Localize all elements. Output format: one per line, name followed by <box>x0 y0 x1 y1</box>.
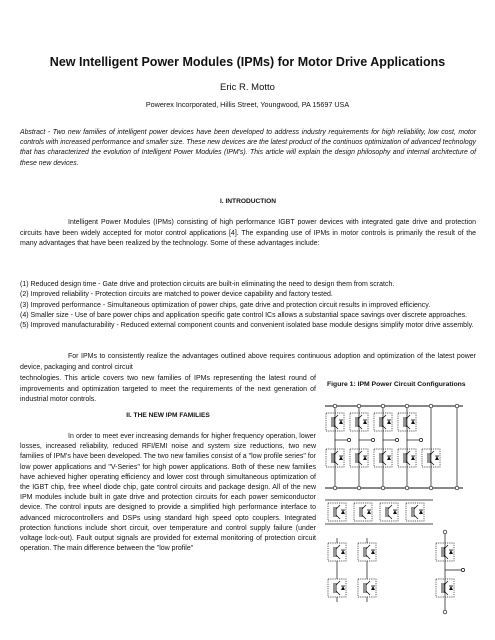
igbt-emitter <box>366 591 370 595</box>
output-terminal <box>395 438 398 441</box>
igbt-collector <box>388 505 392 509</box>
igbt-collector <box>336 505 340 509</box>
terminal <box>405 404 409 408</box>
advantages-list <box>20 280 476 331</box>
diode-symbol <box>339 420 343 424</box>
list-item: (4) Smaller size - Use of bare power chips and application specific gate control ICs allows a substantial space savings over discrete approaches. <box>20 311 468 319</box>
diode-symbol <box>363 420 367 424</box>
output-terminal <box>371 438 374 441</box>
terminal <box>381 486 385 490</box>
output-terminal <box>419 438 422 441</box>
abstract: Abstract - Two new families of intelligent power devices have been developed to address industry requirements for high reliability, low cost, motor controls with increased performance and smaller size. These new devices are the latest product of the continuos optimization of advanced technology that has characterized the evolution of Intelligent Power Modules (IPM's). This article will explain the design philosophy and internal architecture of these new devices. <box>20 129 476 167</box>
igbt-emitter <box>336 591 340 595</box>
output-terminal <box>461 568 464 571</box>
output-terminal <box>347 438 350 441</box>
igbt-collector <box>334 451 338 455</box>
diode-symbol <box>371 550 375 554</box>
igbt-collector <box>358 451 362 455</box>
igbt-collector <box>406 415 410 419</box>
terminal <box>405 486 409 490</box>
igbt-collector <box>414 505 418 509</box>
terminal <box>455 486 459 490</box>
figure-caption: Figure 1: IPM Power Circuit Configurations <box>327 381 466 388</box>
igbt-collector <box>406 451 410 455</box>
igbt-collector <box>358 415 362 419</box>
igbt-emitter <box>382 425 386 429</box>
consistency-paragraph-bottom: technologies. This article covers two new families of IPMs representing the latest round of improvements and optimization targeted to meet the requirements of the next generation of industrial motor controls. <box>20 375 316 404</box>
list-item: (1) Reduced design time - Gate drive and protection circuits are built-in eliminating the need to design them from scratch. <box>20 281 395 288</box>
igbt-emitter <box>366 555 370 559</box>
diode-symbol <box>411 420 415 424</box>
diode-symbol <box>339 456 343 460</box>
terminal <box>455 404 459 408</box>
igbt-collector <box>382 415 386 419</box>
terminal <box>333 486 337 490</box>
diode-symbol <box>387 456 391 460</box>
diode-symbol <box>341 586 345 590</box>
igbt-emitter <box>358 461 362 465</box>
diode-symbol <box>363 456 367 460</box>
diode-symbol <box>419 510 423 514</box>
igbt-collector <box>444 545 448 549</box>
igbt-collector <box>366 581 370 585</box>
igbt-emitter <box>414 515 418 519</box>
igbt-emitter <box>406 425 410 429</box>
igbt-emitter <box>334 425 338 429</box>
igbt-collector <box>382 451 386 455</box>
diode-symbol <box>371 586 375 590</box>
intro-paragraph: Intelligent Power Modules (IPMs) consisting of high performance IGBT power devices with integrated gate drive and protection circuits have been widely accepted for motor control applications [4]. The expanding use of IPMs in motor controls is primarily the result of the many advantages that have been realized by the technology. Some of these advantages include: <box>20 219 476 248</box>
igbt-emitter <box>362 515 366 519</box>
terminal <box>381 404 385 408</box>
igbt-emitter <box>406 461 410 465</box>
diode-symbol <box>449 586 453 590</box>
affiliation: Powerex Incorporated, Hillis Street, Youngwood, PA 15697 USA <box>145 100 350 109</box>
igbt-emitter <box>388 515 392 519</box>
igbt-emitter <box>444 591 448 595</box>
terminal <box>357 486 361 490</box>
diode-symbol <box>341 510 345 514</box>
terminal <box>429 486 433 490</box>
terminal <box>443 610 447 614</box>
igbt-emitter <box>336 515 340 519</box>
terminal <box>443 530 447 534</box>
list-item: (2) Improved reliability - Protection circuits are matched to power device capability and factory tested. <box>20 291 333 299</box>
terminal <box>429 404 433 408</box>
paper-title: New Intelligent Power Modules (IPMs) for Motor Drive Applications <box>49 55 446 69</box>
diode-symbol <box>411 456 415 460</box>
families-paragraph: In order to meet ever increasing demands for higher frequency operation, lower losses, increased reliability, reduced RFI/EMI noise and system size reductions, two new families of IPM's have been developed. The two new families consist of a "low profile series" for low power applications and "V-Series" for high power applications. Both of these new families have achieved higher operating efficiency and lower cost through simultaneous optimization of the IGBT chip, free wheel diode chip, gate control circuits and package design. All of the new IPM modules include built in gate drive and protection circuits for each power semiconductor device. The control inputs are designed to provide a simplified high performance interface to advanced microcontrollers and DSPs using standard high speed opto couplers. Integrated protection functions include short circuit, over temperature and control supply failure (under voltage lock-out). Fault output signals are provided for external monitoring of protection circuit operation. The main difference between the "low profile" <box>20 433 316 553</box>
author-name: Eric R. Motto <box>220 82 275 93</box>
diode-symbol <box>449 550 453 554</box>
terminal <box>357 404 361 408</box>
igbt-collector <box>366 545 370 549</box>
igbt-collector <box>444 581 448 585</box>
diode-symbol <box>367 510 371 514</box>
igbt-emitter <box>336 555 340 559</box>
igbt-emitter <box>430 461 434 465</box>
terminal <box>333 404 337 408</box>
list-item: (3) Improved performance - Simultaneous optimization of power chips, gate drive and protection circuit results in improved efficiency. <box>20 301 431 309</box>
igbt-collector <box>336 581 340 585</box>
igbt-emitter <box>382 461 386 465</box>
diode-symbol <box>341 550 345 554</box>
consistency-paragraph-top: For IPMs to consistently realize the advantages outlined above requires continuous adoption and optimization of the latest power device, packaging and control circuit <box>20 353 476 371</box>
igbt-collector <box>334 415 338 419</box>
igbt-collector <box>362 505 366 509</box>
section-heading-introduction: I. INTRODUCTION <box>219 198 277 205</box>
diode-symbol <box>387 420 391 424</box>
ipm-circuit-figure <box>323 402 476 624</box>
list-item: (5) Improved manufacturability - Reduced external component counts and convenient isolated base module designs simplify motor drive assembly. <box>20 322 474 330</box>
igbt-emitter <box>334 461 338 465</box>
igbt-emitter <box>358 425 362 429</box>
igbt-emitter <box>444 555 448 559</box>
section-heading-new-ipm-families: II. THE NEW IPM FAMILIES <box>126 412 210 419</box>
diode-symbol <box>435 456 439 460</box>
igbt-collector <box>336 545 340 549</box>
igbt-collector <box>430 451 434 455</box>
diode-symbol <box>393 510 397 514</box>
